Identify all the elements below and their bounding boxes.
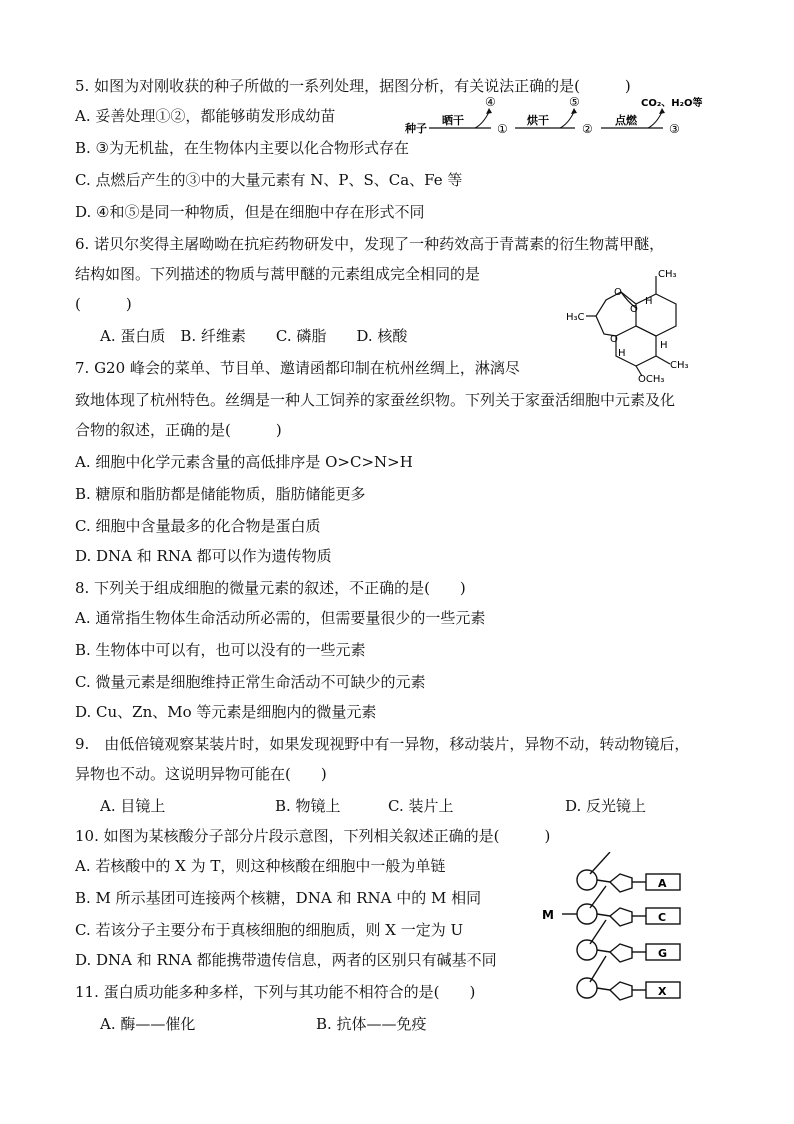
sugar-3 (610, 944, 632, 962)
product-2-label: ② (582, 122, 593, 136)
q5-option-d: D. ④和⑤是同一种物质，但是在细胞中存在形式不同 (75, 203, 425, 221)
q6-stem-line2: 结构如图。下列描述的物质与蒿甲醚的元素组成完全相同的是 (75, 265, 481, 283)
q5-option-c: C. 点燃后产生的③中的大量元素有 N、P、S、Ca、Fe 等 (75, 171, 463, 189)
loss-4-label: ④ (485, 95, 496, 109)
loss-co2-label: CO₂、H₂O等 (641, 98, 703, 109)
bond-p1-s1 (597, 880, 610, 882)
oxygen-3: O (610, 334, 618, 345)
q9-option-b: B. 物镜上 (275, 797, 341, 815)
branch-arrow-2 (560, 112, 574, 128)
methyl-right-bond (656, 356, 670, 364)
q10-option-b: B. M 所示基团可连接两个核糖，DNA 和 RNA 中的 M 相同 (75, 889, 482, 907)
q8-option-a: A. 通常指生物体生命活动所必需的，但需要量很少的一些元素 (75, 609, 486, 627)
oxygen-1: O (614, 287, 622, 298)
nucleic-acid-diagram (540, 852, 710, 1030)
sugar-4 (610, 982, 632, 1000)
q5-stem: 5. 如图为对刚收获的种子所做的一系列处理，据图分析，有关说法正确的是( ) (75, 77, 631, 95)
q7-option-b: B. 糖原和脂肪都是储能物质，脂肪储能更多 (75, 485, 366, 503)
m-label: M (542, 908, 554, 922)
product-3-label: ③ (669, 122, 680, 136)
q9-option-a: A. 目镜上 (100, 797, 166, 815)
q8-option-b: B. 生物体中可以有，也可以没有的一些元素 (75, 641, 366, 659)
q6-stem-line3: ( ) (75, 295, 132, 313)
q9-option-d: D. 反光镜上 (565, 797, 647, 815)
q6-stem-line1: 6. 诺贝尔奖得主屠呦呦在抗疟药物研发中，发现了一种药效高于青蒿素的衍生物蒿甲醚， (75, 235, 665, 253)
q7-stem-line2: 致地体现了杭州特色。丝绸是一种人工饲养的家蚕丝织物。下列关于家蚕活细胞中元素及化 (75, 391, 676, 409)
hydrogen-1: H (645, 296, 653, 307)
q8-stem: 8. 下列关于组成细胞的微量元素的叙述，不正确的是( ) (75, 579, 466, 597)
phosphate-4 (577, 978, 597, 998)
hydrogen-2: H (618, 348, 626, 359)
product-1-label: ① (497, 122, 508, 136)
h3c-left: H₃C (566, 312, 585, 323)
ring-right (636, 294, 676, 336)
ring-lower (616, 326, 656, 366)
q9-stem-line1: 9. 由低倍镜观察某装片时，如果发现视野中有一异物，移动装片，异物不动，转动物镜后， (75, 735, 690, 753)
q9-option-c: C. 装片上 (388, 797, 454, 815)
q11-stem: 11. 蛋白质功能多种多样，下列与其功能不相符合的是( ) (75, 983, 476, 1001)
q10-option-d: D. DNA 和 RNA 都能携带遗传信息，两者的区别只有碱基不同 (75, 951, 497, 969)
backbone-3 (590, 956, 606, 982)
q5-option-a: A. 妥善处理①②，都能够萌发形成幼苗 (75, 107, 336, 125)
seed-label: 种子 (405, 122, 427, 135)
q7-option-d: D. DNA 和 RNA 都可以作为遗传物质 (75, 547, 332, 565)
bond-p2-s2 (597, 914, 610, 916)
q11-option-a: A. 酶——催化 (100, 1015, 196, 1033)
och3-label: OCH₃ (638, 374, 665, 385)
phosphate-3 (577, 940, 597, 960)
phosphate-2 (577, 904, 597, 924)
sugar-2 (610, 908, 632, 926)
q11-option-b: B. 抗体——免疫 (316, 1015, 427, 1033)
branch-arrow-1 (475, 112, 489, 128)
q6-options: A. 蛋白质 B. 纤维素 C. 磷脂 D. 核酸 (100, 327, 408, 345)
q10-stem: 10. 如图为某核酸分子部分片段示意图，下列相关叙述正确的是( ) (75, 827, 551, 845)
base-c: C (658, 911, 667, 924)
backbone-top (590, 852, 610, 874)
base-g: G (658, 947, 668, 960)
q5-option-b: B. ③为无机盐，在生物体内主要以化合物形式存在 (75, 139, 410, 157)
seed-treatment-diagram (405, 94, 710, 140)
bond-p4-s4 (597, 988, 610, 990)
q7-stem-line1: 7. G20 峰会的菜单、节目单、邀请函都印制在杭州丝绸上，淋漓尽 (75, 359, 520, 377)
q7-stem-line3: 合物的叙述，正确的是( ) (75, 421, 282, 439)
branch-arrow-3 (648, 112, 662, 128)
backbone-2 (590, 920, 606, 944)
q9-stem-line2: 异物也不动。这说明异物可能在( ) (75, 765, 327, 783)
base-x: X (658, 985, 667, 998)
q7-option-a: A. 细胞中化学元素含量的高低排序是 O>C>N>H (75, 453, 413, 471)
bond-p3-s3 (597, 950, 610, 952)
phosphate-1 (577, 870, 597, 890)
backbone-1 (590, 886, 606, 908)
sugar-1 (610, 874, 632, 892)
oxygen-2: O (630, 304, 638, 315)
step-oven-dry: 烘干 (527, 114, 549, 127)
step-sun-dry: 晒干 (442, 114, 464, 127)
hydrogen-3: H (660, 340, 668, 351)
q8-option-c: C. 微量元素是细胞维持正常生命活动不可缺少的元素 (75, 673, 426, 691)
step-burn: 点燃 (615, 114, 637, 127)
base-a: A (658, 877, 667, 890)
q7-option-c: C. 细胞中含量最多的化合物是蛋白质 (75, 517, 321, 535)
q8-option-d: D. Cu、Zn、Mo 等元素是细胞内的微量元素 (75, 703, 377, 721)
loss-5-label: ⑤ (569, 95, 580, 109)
ch3-top: CH₃ (658, 269, 677, 280)
ch3-right: CH₃ (670, 360, 689, 371)
q10-option-c: C. 若该分子主要分布于真核细胞的细胞质，则 X 一定为 U (75, 921, 464, 939)
artemether-structure (566, 264, 716, 386)
q10-option-a: A. 若核酸中的 X 为 T，则这种核酸在细胞中一般为单链 (75, 857, 446, 875)
